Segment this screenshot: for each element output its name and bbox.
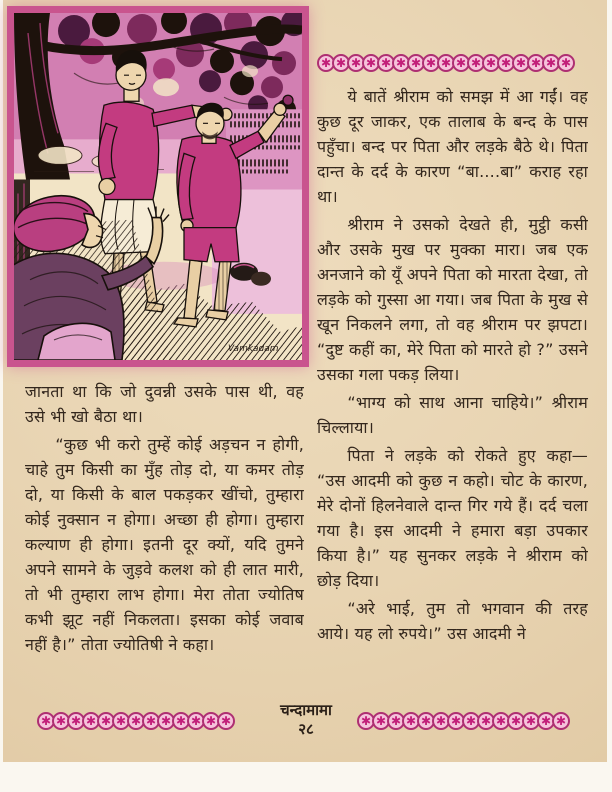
flower-icon: ✱ xyxy=(447,712,465,730)
paragraph: पिता ने लड़के को रोकते हुए कहा— “उस आदमी को कुछ न कहो। चोट के कारण, मेरे दोनों हिलनेवाले दान्त गिर गये हैं। दर्द चला गया है। इस आदमी ने हमारा बड़ा उपकार किया है।” यह सुनकर लड़के ने श्रीराम को छोड़ दिया। xyxy=(317,446,588,590)
flower-icon: ✱ xyxy=(377,54,395,72)
ornament-border-bottom-right xyxy=(357,708,577,734)
flower-icon: ✱ xyxy=(127,712,145,730)
flower-icon: ✱ xyxy=(387,712,405,730)
flower-icon: ✱ xyxy=(372,712,390,730)
flower-icon: ✱ xyxy=(522,712,540,730)
flower-icon: ✱ xyxy=(172,712,190,730)
flower-icon: ✱ xyxy=(527,54,545,72)
illustration-drawing xyxy=(14,13,302,360)
flower-icon: ✱ xyxy=(437,54,455,72)
flower-icon: ✱ xyxy=(492,712,510,730)
flower-icon: ✱ xyxy=(417,712,435,730)
flower-icon: ✱ xyxy=(357,712,375,730)
flower-icon: ✱ xyxy=(407,54,425,72)
flower-icon: ✱ xyxy=(497,54,515,72)
flower-icon: ✱ xyxy=(317,54,335,72)
flower-icon: ✱ xyxy=(332,54,350,72)
flower-icon: ✱ xyxy=(512,54,530,72)
flower-icon: ✱ xyxy=(142,712,160,730)
paragraph: “भाग्य को साथ आना चाहिये।” श्रीराम चिल्लाया। xyxy=(317,393,588,437)
flower-icon: ✱ xyxy=(402,712,420,730)
flower-icon: ✱ xyxy=(97,712,115,730)
flower-icon: ✱ xyxy=(82,712,100,730)
flower-icon: ✱ xyxy=(537,712,555,730)
flower-icon: ✱ xyxy=(507,712,525,730)
magazine-title: चन्दामामा xyxy=(280,701,332,719)
flower-icon: ✱ xyxy=(362,54,380,72)
flower-icon: ✱ xyxy=(477,712,495,730)
story-illustration xyxy=(14,13,302,360)
flower-icon: ✱ xyxy=(157,712,175,730)
paragraph: श्रीराम ने उसको देखते ही, मुट्ठी कसी और उसके मुख पर मुक्का मारा। जब एक अनजाने को यूँ अपने पिता को मारता देखा, तो लड़के को गुस्सा आ गया। जब पिता के मुख से खून निकलने लगा, तो वह श्रीराम पर झपटा। “दुष्ट कहीं का, मेरे पिता को मारते हो ?” उसने उसका गला पकड़ लिया। xyxy=(317,215,588,384)
paragraph: “अरे भाई, तुम तो भगवान की तरह आये। यह लो रुपये।” उस आदमी ने xyxy=(317,599,588,643)
flower-icon: ✱ xyxy=(392,54,410,72)
flower-icon: ✱ xyxy=(482,54,500,72)
flower-icon: ✱ xyxy=(452,54,470,72)
flower-icon: ✱ xyxy=(432,712,450,730)
flower-icon: ✱ xyxy=(52,712,70,730)
ornament-border-top xyxy=(317,50,579,76)
flower-icon: ✱ xyxy=(557,54,575,72)
flower-icon: ✱ xyxy=(542,54,560,72)
left-text-column xyxy=(25,379,304,660)
flower-icon: ✱ xyxy=(37,712,55,730)
flower-icon: ✱ xyxy=(202,712,220,730)
paragraph: ये बातें श्रीराम को समझ में आ गईं। वह कुछ दूर जाकर, एक तालाब के बन्द के पास पहुँचा। बन्द पर पिता और लड़के बैठे थे। पिता दान्त के दर्द के कारण “बा....बा” कराह रहा था। xyxy=(317,87,588,206)
flower-icon: ✱ xyxy=(552,712,570,730)
ornament-border-bottom-left xyxy=(37,708,239,734)
paragraph: “कुछ भी करो तुम्हें कोई अड़चन न होगी, चाहे तुम किसी का मुँह तोड़ दो, या कमर तोड़ दो, या किसी के बाल पकड़कर खींचो, तुम्हारा कोई नुक्सान न होगा। अच्छा ही होगा। तुम्हारा कल्याण ही होगा। इतनी दूर क्यों, यदि तुमने अपने सामने के जुड़वे कलश को ही लात मारी, तो भी तुम्हारा लाभ होगा। मेरा तोता ज्योतिष कभी झूट नहीं निकलता। इसका कोई जवाब नहीं है।” तोता ज्योतिषी ने कहा। xyxy=(25,435,304,654)
flower-icon: ✱ xyxy=(67,712,85,730)
page-number: २८ xyxy=(298,720,314,738)
artist-signature: Vamkadam xyxy=(228,343,279,354)
flower-icon: ✱ xyxy=(462,712,480,730)
flower-icon: ✱ xyxy=(217,712,235,730)
flower-icon: ✱ xyxy=(347,54,365,72)
flower-icon: ✱ xyxy=(187,712,205,730)
flower-icon: ✱ xyxy=(467,54,485,72)
paragraph: जानता था कि जो दुवन्नी उसके पास थी, वह उसे भी खो बैठा था। xyxy=(25,382,304,426)
story-illustration-frame xyxy=(7,6,309,367)
right-text-column xyxy=(317,84,588,649)
flower-icon: ✱ xyxy=(112,712,130,730)
flower-icon: ✱ xyxy=(422,54,440,72)
